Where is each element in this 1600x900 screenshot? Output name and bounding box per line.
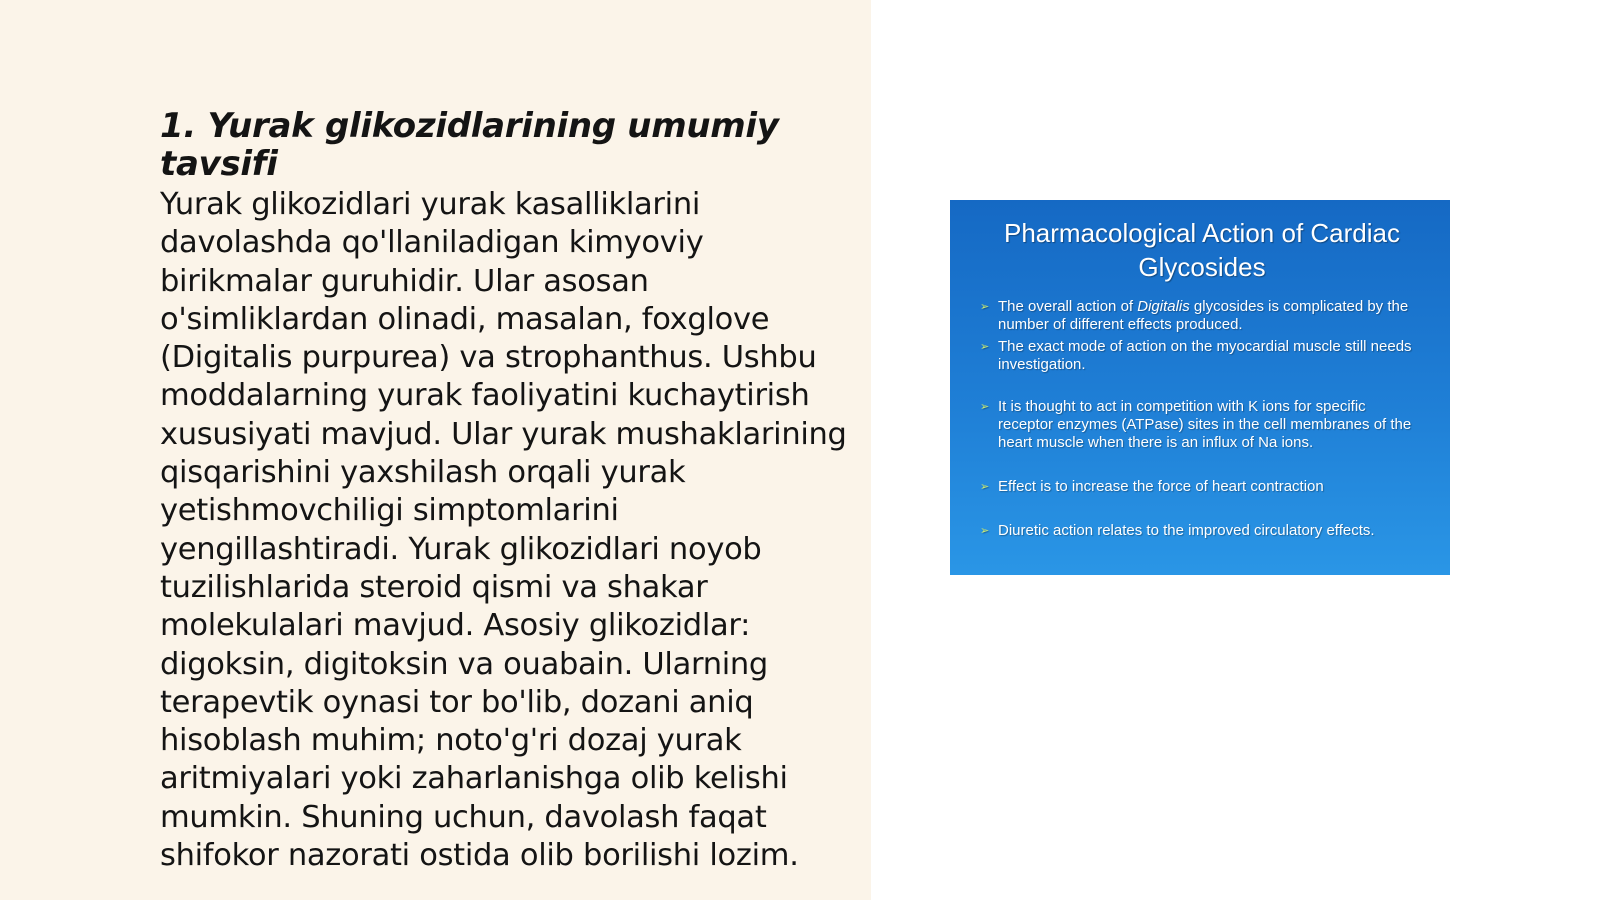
arrow-bullet-icon: ➢ — [980, 481, 990, 493]
inset-slide-image — [950, 200, 1450, 575]
inset-bullet-item — [980, 478, 1424, 496]
inset-bullet-item — [980, 522, 1424, 540]
inset-bullet-item — [980, 338, 1424, 374]
emphasis-text: Digitalis — [1137, 298, 1190, 315]
arrow-bullet-icon: ➢ — [980, 401, 990, 413]
slide-title: 1. Yurak glikozidlarining umumiy tavsifi — [160, 106, 779, 184]
inset-bullet-text: It is thought to act in competition with K ions for specific receptor enzymes (ATPase) sites in the cell membranes of the heart muscle when there is an influx of Na ions. — [998, 398, 1412, 451]
inset-bullet-text: Diuretic action relates to the improved circulatory effects. — [998, 522, 1375, 539]
inset-bullet-text: The exact mode of action on the myocardial muscle still needs investigation. — [998, 338, 1412, 373]
slide-body-text: Yurak glikozidlari yurak kasalliklarini davolashda qo'llaniladigan kimyoviy birikmalar guruhidir. Ular asosan o'simliklardan olinadi, masalan, foxglove (Digitalis purpurea) va strophanthus. Ushbu moddalarning yurak faoliyatini kuchaytirish xususiyati mavjud. Ular yurak mushaklarining qisqarishini yaxshilash orqali yurak yetishmovchiligi simptomlarini yengillashtiradi. Yurak glikozidlari noyob tuzilishlarida steroid qismi va shakar molekulalari mavjud. Asosiy glikozidlar: digoksin, digitoksin va ouabain. Ularning terapevtik oynasi tor bo'lib, dozani aniq hisoblash muhim; noto'g'ri dozaj yurak aritmiyalari yoki zaharlanishga olib kelishi mumkin. Shuning uchun, davolash faqat shifokor nazorati ostida olib borilishi lozim. — [160, 187, 847, 874]
inset-bullet-item — [980, 398, 1424, 452]
arrow-bullet-icon: ➢ — [980, 525, 990, 537]
inset-bullet-text: The overall action of Digitalis glycosides is complicated by the number of different effects produced. — [998, 298, 1409, 333]
inset-bullet-item — [980, 298, 1424, 334]
arrow-bullet-icon: ➢ — [980, 341, 990, 353]
inset-bullet-text: Effect is to increase the force of heart contraction — [998, 478, 1324, 495]
arrow-bullet-icon: ➢ — [980, 301, 990, 313]
inset-slide-title: Pharmacological Action of Cardiac Glycosides — [1004, 218, 1400, 282]
inset-bullet-list — [980, 298, 1424, 540]
